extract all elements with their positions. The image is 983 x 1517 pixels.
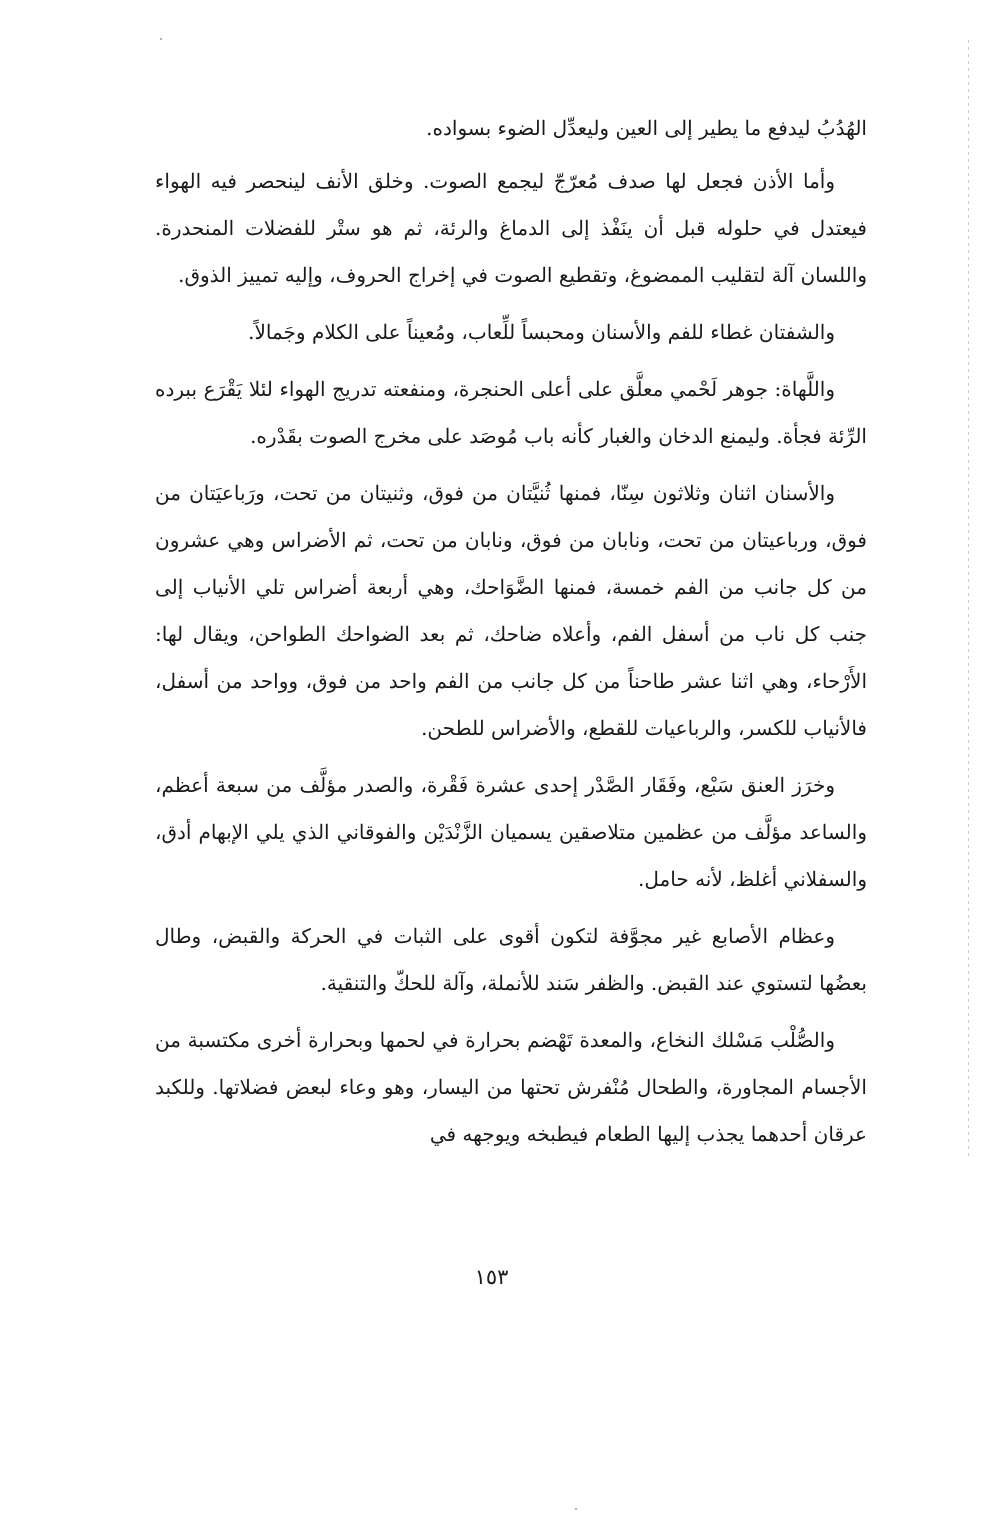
scan-speck — [575, 1508, 577, 1510]
paragraph-lips: والشفتان غطاء للفم والأسنان ومحبساً للِّعاب، ومُعيناً على الكلام وجَمالاً. — [248, 320, 835, 344]
page-number: ١٥٣ — [474, 1265, 509, 1289]
page-edge-shadow — [968, 40, 969, 1160]
paragraph-teeth: والأسنان اثنان وثلاثون سِنّا، فمنها ثُنيَّتان من فوق، وثنيتان من تحت، ورَباعيَتان من فوق، ورباعيتان من تحت، ونابان من فوق، ونابان من تحت، ثم الأضراس وهي عشرون من كل جانب من الفم خمسة، فمنها الضَّوَاحك، وهي أربعة أضراس تلي الأنياب إلى جنب كل ناب من أسفل الفم، وأعلاه ضاحك، ثم بعد الضواحك الطواحن، ويقال لها: الأَرْحاء، وهي اثنا عشر طاحناً من كل جانب من الفم واحد من فوق، وواحد من أسفل، فالأنياب للكسر، والرباعيات للقطع، والأضراس للطحن. — [155, 481, 867, 740]
paragraph-fingers: وعظام الأصابع غير مجوَّفة لتكون أقوى على الثبات في الحركة والقبض، وطال بعضُها لتستوي عند القبض. والظفر سَند للأنملة، وآلة للحكّ والتنقية. — [155, 924, 867, 995]
paragraph-vertebrae: وخرَز العنق سَبْع، وفَقَار الصَّدْر إحدى عشرة فَقْرة، والصدر مؤلَّف من سبعة أعظم، والساعد مؤلَّف من عظمين متلاصقين يسميان الزَّنْدَيْن والفوقاني الذي يلي الإبهام أدق، والسفلاني أغلظ، لأنه حامل. — [155, 773, 867, 891]
paragraph-ear-nose-tongue: وأما الأذن فجعل لها صدف مُعرّجّ ليجمع الصوت. وخلق الأنف لينحصر فيه الهواء فيعتدل في حلوله قبل أن ينَفْذ إلى الدماغ والرئة، ثم هو ستْر للفضلات المنحدرة. واللسان آلة لتقليب الممضوغ، وتقطيع الصوت في إخراج الحروف، وإليه تمييز الذوق. — [155, 169, 867, 287]
paragraph-uvula: واللَّهاة: جوهر لَحْمي معلَّق على أعلى الحنجرة، ومنفعته تدريج الهواء لئلا يَقْرَع ببرده الرِّئة فجأة. وليمنع الدخان والغبار كأنه باب مُوصَد على مخرج الصوت بقَدْره. — [155, 377, 867, 448]
body-text — [155, 105, 867, 1168]
scan-speck — [160, 38, 162, 40]
paragraph-continued: الهُدُبُ ليدفع ما يطير إلى العين وليعدِّل الضوء بسواده. — [426, 116, 867, 140]
paragraph-spine-stomach: والصُّلْب مَسْلك النخاع، والمعدة تَهْضم بحرارة في لحمها وبحرارة أخرى مكتسبة من الأجسام المجاورة، والطحال مُنْفرش تحتها من اليسار، وهو وعاء لبعض فضلاتها. وللكبد عرقان أحدهما يجذب إليها الطعام فيطبخه ويوجهه في — [155, 1028, 867, 1146]
